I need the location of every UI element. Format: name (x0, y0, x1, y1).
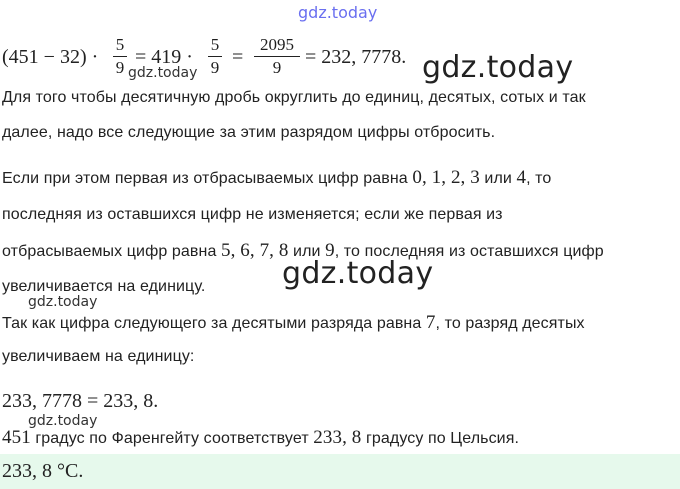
equation-result: = 232, 7778. (305, 46, 407, 68)
math-span: 5, 6, 7, 8 (220, 240, 289, 261)
watermark-big-1: gdz.today (422, 50, 574, 85)
fraction-1-numerator: 5 (115, 35, 125, 54)
math-span: 0, 1, 2, 3 (412, 167, 480, 188)
fraction-3 (254, 36, 300, 77)
text-span: Так как цифра следующего за десятыми разряда равна (2, 315, 426, 332)
rounding-equation: 233, 7778 = 233, 8. (2, 390, 159, 412)
fraction-2 (208, 36, 222, 77)
answer-box (0, 454, 680, 489)
fraction-3-numerator: 2095 (260, 35, 294, 54)
math-span: 451 (2, 427, 31, 448)
text-span: градус по Фаренгейту соответствует (30, 430, 314, 447)
paragraph-3-line-2: увеличиваем на единицу: (2, 348, 195, 365)
math-span: 9 (325, 240, 335, 261)
text-span: градусу по Цельсия. (361, 430, 520, 447)
text-span: или (288, 243, 326, 260)
paragraph-2-line-4: увеличивается на единицу. (2, 278, 206, 295)
answer-value: 233, 8 °C. (2, 460, 84, 482)
fraction-2-denominator: 9 (210, 58, 220, 77)
watermark-small-3: gdz.today (28, 413, 98, 429)
text-span: , то разряд десятых (435, 315, 585, 332)
math-span: 4 (516, 167, 527, 188)
paragraph-2-line-1 (2, 167, 551, 189)
text-span: отбрасываемых цифр равна (2, 243, 221, 260)
equation-lead: (451 − 32) · (2, 46, 99, 68)
watermark-big-2: gdz.today (282, 256, 434, 291)
text-span: , то (526, 170, 552, 187)
watermark-top: gdz.today (298, 3, 378, 22)
conversion-line (2, 427, 519, 449)
paragraph-1-line-2: далее, надо все следующие за этим разрядом цифры отбросить. (2, 124, 496, 141)
equation-eq: = (232, 46, 244, 68)
paragraph-3-line-1 (2, 312, 585, 334)
paragraph-2-line-2: последняя из оставшихся цифр не изменяется; если же первая из (2, 206, 503, 223)
paragraph-1-line-1: Для того чтобы десятичную дробь округлить до единиц, десятых, сотых и так (2, 89, 586, 106)
fraction-2-numerator: 5 (210, 35, 220, 54)
fraction-1-denominator: 9 (115, 58, 125, 77)
watermark-small-2: gdz.today (28, 294, 98, 310)
text-span: или (479, 170, 517, 187)
text-span: , то последняя из оставшихся цифр (334, 243, 604, 260)
watermark-small-1: gdz.today (128, 65, 198, 81)
math-span: 7 (425, 312, 436, 333)
math-span: 233, 8 (313, 427, 362, 448)
fraction-3-denominator: 9 (272, 58, 282, 77)
equation-mid: = 419 · (135, 46, 193, 68)
fraction-1 (113, 36, 127, 77)
text-span: Если при этом первая из отбрасываемых цифр равна (2, 170, 413, 187)
